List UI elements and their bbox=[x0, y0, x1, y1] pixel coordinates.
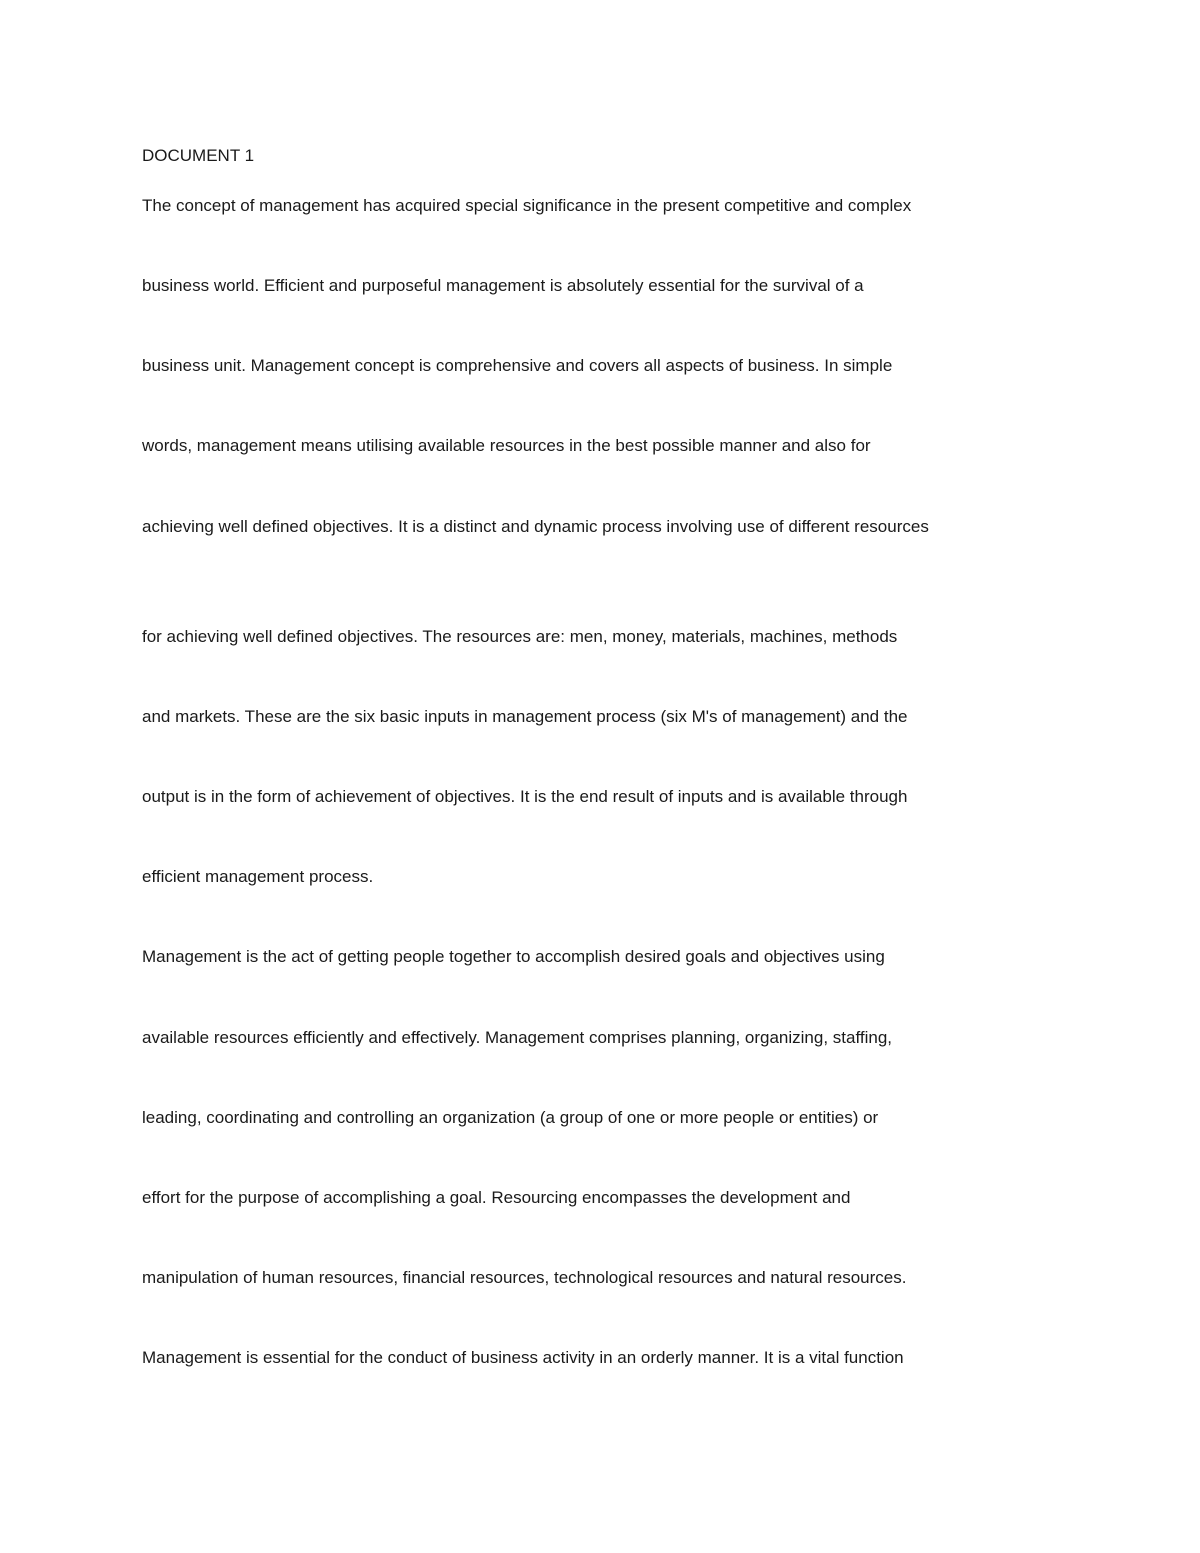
paragraph-line: effort for the purpose of accomplishing a goal. Resourcing encompasses the development and bbox=[142, 1188, 851, 1207]
paragraph-line: Management is essential for the conduct of business activity in an orderly manner. It is a vital function bbox=[142, 1348, 904, 1367]
paragraph-line: business unit. Management concept is comprehensive and covers all aspects of business. In simple bbox=[142, 356, 893, 375]
paragraph-line: leading, coordinating and controlling an organization (a group of one or more people or entities) or bbox=[142, 1108, 879, 1127]
paragraph-line: The concept of management has acquired special significance in the present competitive and complex bbox=[142, 196, 912, 215]
paragraph-line: words, management means utilising available resources in the best possible manner and also for bbox=[142, 436, 871, 455]
paragraph-line: manipulation of human resources, financial resources, technological resources and natural resources. bbox=[142, 1268, 907, 1287]
paragraph-line: efficient management process. bbox=[142, 867, 374, 886]
paragraph-line: Management is the act of getting people together to accomplish desired goals and objectives using bbox=[142, 947, 885, 966]
paragraph-line: available resources efficiently and effectively. Management comprises planning, organizing, staffing, bbox=[142, 1028, 893, 1047]
paragraph-line: for achieving well defined objectives. The resources are: men, money, materials, machines, methods bbox=[142, 627, 898, 646]
paragraph-line: achieving well defined objectives. It is a distinct and dynamic process involving use of different resources bbox=[142, 517, 929, 536]
document-title: DOCUMENT 1 bbox=[142, 146, 255, 165]
paragraph-line: business world. Efficient and purposeful management is absolutely essential for the survival of a bbox=[142, 276, 864, 295]
paragraph-line: output is in the form of achievement of objectives. It is the end result of inputs and is available through bbox=[142, 787, 908, 806]
paragraph-line: and markets. These are the six basic inputs in management process (six M's of management) and the bbox=[142, 707, 908, 726]
